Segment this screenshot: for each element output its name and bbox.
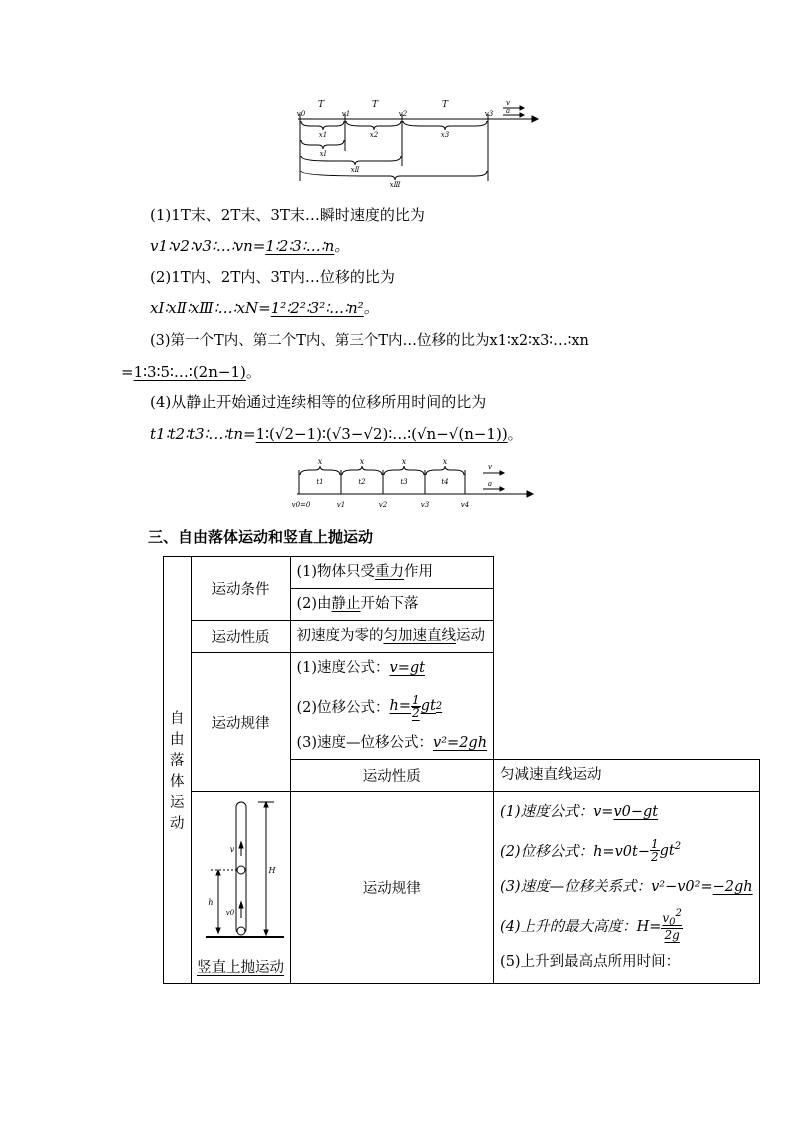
cond-2-text: (2)由 xyxy=(296,596,332,612)
item-4-ratio xyxy=(150,424,523,444)
nature-vt: 匀减速直线运动 xyxy=(500,767,602,783)
mid-v2-label: v2 xyxy=(378,501,388,509)
fig-v0-label: v0 xyxy=(225,909,234,917)
nature-vt-label-cell xyxy=(290,760,494,792)
mid-x-label-3: x xyxy=(401,457,407,466)
item-2-end: 。 xyxy=(363,299,379,317)
nature-label: 运动性质 xyxy=(211,630,270,646)
xII-label: xⅡ xyxy=(350,166,360,174)
item-3-end: 。 xyxy=(245,363,261,381)
condition-1 xyxy=(297,557,488,588)
cond-1-end: 作用 xyxy=(404,564,434,580)
v1-label: v1 xyxy=(341,110,351,118)
arrow-a-label: a xyxy=(505,107,511,115)
nature-vt-cell xyxy=(494,760,760,792)
item-3-title: (3)第一个T内、第二个T内、第三个T内…位移的比为x1∶x2∶x3∶…∶xn xyxy=(150,333,589,349)
section-heading: 三、自由落体运动和竖直上抛运动 xyxy=(148,528,374,546)
t2-label: t2 xyxy=(358,478,366,486)
ff-law-label: 运动规律 xyxy=(211,715,270,732)
t4-label: t4 xyxy=(441,478,449,486)
vt-law-5: (5)上升到最高点所用时间： xyxy=(500,954,681,970)
item-1-left: v1∶v2∶v3∶…∶vn= xyxy=(150,237,266,255)
mid-arrow-a-label: a xyxy=(487,480,493,488)
item-3-left: = xyxy=(121,363,134,381)
vt-law-4-text: (4)上升的最大高度：H= xyxy=(500,918,662,935)
x3-label: x3 xyxy=(440,131,450,139)
v2-label: v2 xyxy=(398,110,408,118)
mid-v4-label: v4 xyxy=(460,501,470,509)
mid-x-label-2: x xyxy=(359,457,365,466)
fig-h-label: h xyxy=(207,898,214,907)
xI-label: xⅠ xyxy=(319,150,327,158)
mid-v1-label: v1 xyxy=(336,501,346,509)
equal-displacement-diagram xyxy=(285,457,535,512)
item-4-end: 。 xyxy=(507,425,523,443)
cond-1-text: (1)物体只受 xyxy=(296,564,376,580)
vt-law-4-answer: $\frac{v_0^2}{2g}$ xyxy=(662,908,682,942)
free-fall-cell xyxy=(164,557,192,984)
condition-2-cell xyxy=(290,589,494,621)
item-2-title: (2)1T内、2T内、3T内…位移的比为 xyxy=(150,268,395,286)
condition-2 xyxy=(297,589,488,620)
vt-law-2-text: (2)位移公式：h=v0t− xyxy=(500,843,650,860)
nature-ff-end: 运动 xyxy=(456,628,485,644)
ff-law-2-answer: h= $\frac{1}{2}$ gt 2 xyxy=(389,692,443,720)
mid-v3-label: v3 xyxy=(420,501,430,509)
item-2-answer: 1²∶2²∶3²∶…∶n² xyxy=(270,299,364,317)
nature-ff-answer: 匀加速直线 xyxy=(383,628,456,644)
condition-label-cell xyxy=(191,557,290,621)
vertical-throw-figure xyxy=(196,798,286,948)
cond-1-answer: 重力 xyxy=(375,564,405,580)
xIII-label: xⅢ xyxy=(389,181,401,189)
item-2-left: xⅠ∶xⅡ∶xⅢ∶…∶xN= xyxy=(150,299,271,317)
vt-law-label-cell xyxy=(290,792,494,984)
item-4-title: (4)从静止开始通过连续相等的位移所用时间的比为 xyxy=(150,393,487,411)
free-fall-label: 自由落体运动 xyxy=(170,711,185,832)
ff-law-1-answer: v=gt xyxy=(389,660,425,676)
ff-law-2 xyxy=(297,684,488,728)
vt-law-3-text: (3)速度—位移关系式：v²−v0²= xyxy=(500,879,713,895)
item-1-end: 。 xyxy=(334,237,350,255)
mid-arrow-v-label: v xyxy=(488,463,492,471)
t3-label: t3 xyxy=(400,478,408,486)
x2-label: x2 xyxy=(369,131,379,139)
vt-law-3-answer: −2gh xyxy=(712,879,753,895)
item-4-answer: 1∶(√2−1)∶(√3−√2)∶…∶(√n−√(n−1)) xyxy=(255,425,508,443)
item-1-answer: 1∶2∶3∶…∶n xyxy=(265,237,335,255)
vt-law-3 xyxy=(500,872,753,903)
cond-2-answer: 静止 xyxy=(331,596,361,612)
item-3-ratio xyxy=(121,362,261,382)
ff-law-1-text: (1)速度公式： xyxy=(296,660,390,676)
item-2-ratio xyxy=(150,298,379,318)
vt-law-1 xyxy=(500,797,753,828)
nature-ff-text: 初速度为零的 xyxy=(296,628,384,644)
vt-law-1-text: (1)速度公式：v= xyxy=(500,804,614,820)
vertical-throw-label: 竖直上抛运动 xyxy=(197,960,284,976)
nature-vt-label: 运动性质 xyxy=(362,769,421,785)
top-motion-diagram xyxy=(290,96,540,191)
vt-law-cell xyxy=(494,792,760,984)
nature-label-cell xyxy=(191,621,290,653)
cond-2-end: 开始下落 xyxy=(360,596,419,612)
fig-H-label: H xyxy=(268,866,275,875)
motion-table xyxy=(163,556,760,984)
vertical-throw-cell xyxy=(191,792,290,984)
x1-label: x1 xyxy=(318,131,328,139)
ff-law-1 xyxy=(297,653,488,684)
item-1-title: (1)1T末、2T末、3T末…瞬时速度的比为 xyxy=(150,206,425,224)
item-3-answer: 1∶3∶5∶…∶(2n−1) xyxy=(133,363,246,381)
arrow-v-label: v xyxy=(506,99,510,107)
v0-label: v0 xyxy=(296,110,306,118)
ff-law-3 xyxy=(297,728,488,759)
ff-law-cell xyxy=(290,653,494,760)
ff-law-label-cell xyxy=(191,653,290,792)
nature-ff xyxy=(297,621,488,652)
T-label-3: T xyxy=(441,100,449,110)
mid-v0-label: v0=0 xyxy=(291,501,311,509)
ff-law-2-text: (2)位移公式： xyxy=(296,699,390,716)
item-4-left: t1∶t2∶t3∶…∶tn= xyxy=(150,425,256,443)
fig-v-label: v xyxy=(229,845,234,854)
ff-law-3-answer: v²=2gh xyxy=(433,735,488,751)
condition-1-cell xyxy=(290,557,494,589)
vt-law-1-answer: v0−gt xyxy=(613,804,659,820)
mid-x-label-1: x xyxy=(317,457,323,466)
vt-law-4 xyxy=(500,903,753,947)
ff-law-3-text: (3)速度—位移公式： xyxy=(296,735,434,751)
vt-law-2: (2)位移公式：h=v0t− $\frac{1}{2}$ $gt^2$ xyxy=(500,836,682,864)
vt-law-label: 运动规律 xyxy=(362,881,421,897)
nature-ff-cell xyxy=(290,621,494,653)
item-1-ratio xyxy=(150,236,349,256)
T-label-1: T xyxy=(317,100,325,110)
v3-label: v3 xyxy=(484,110,494,118)
T-label-2: T xyxy=(371,100,379,110)
mid-x-label-4: x xyxy=(442,457,448,466)
t1-label: t1 xyxy=(316,478,324,486)
condition-label: 运动条件 xyxy=(211,582,270,598)
